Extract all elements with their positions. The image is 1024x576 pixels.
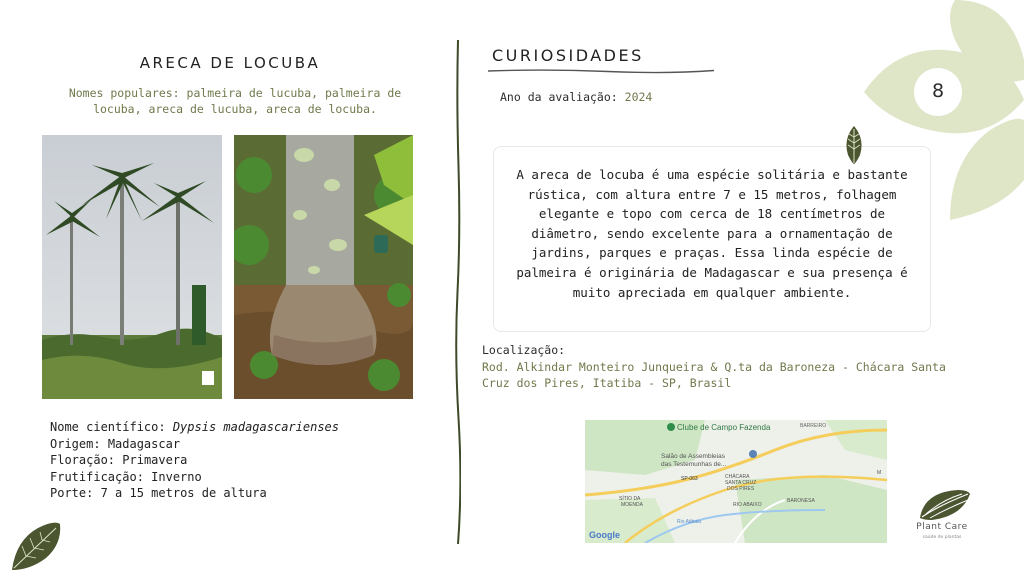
map-label-chacara-1: CHÁCARA [725,474,750,480]
trunk-base-photo [234,135,413,399]
map-label-hall-1: Salão de Assembleias [661,453,725,460]
fruiting-row [50,469,339,486]
plant-care-logo [902,486,982,546]
map-label-sitio-1: SÍTIO DA [619,496,641,502]
title-underline [488,67,714,75]
map-label-hall-2: das Testemunhas de... [661,461,727,468]
map-label-road: SP-063 [681,476,698,482]
year-label: Ano da avaliação: [500,90,618,104]
scientific-name-label: Nome científico: [50,420,166,434]
curiosities-title: CURIOSIDADES [492,46,644,65]
brand-name: Plant Care [916,522,968,532]
location-value: Rod. Alkindar Monteiro Junqueira & Q.ta da Baroneza - Chácara Santa Cruz dos Pires, Itatiba - SP, Brasil [482,360,946,390]
popular-names-label: Nomes populares: [68,86,180,100]
fruiting-label: Frutificação: [50,469,144,484]
map-label-edge: M [877,470,882,476]
page-number: 8 [931,80,945,102]
origin-label: Origem: [50,436,101,451]
hall-map-pin-icon[interactable] [749,450,757,458]
club-map-pin-icon[interactable] [667,423,675,431]
map-label-river: Rio Atibaia [677,519,701,525]
map-label-chacara-2: SANTA CRUZ [725,480,757,486]
popular-names [50,85,420,117]
origin-value: Madagascar [107,436,181,451]
scientific-name-value: Dypsis madagascarienses [172,420,339,434]
leaf-icon [842,125,866,165]
map-label-club: Clube de Campo Fazenda [677,423,771,432]
plant-facts [50,419,339,502]
flowering-row [50,452,339,469]
plant-title: ARECA DE LOCUBA [139,54,321,72]
decorative-leaf-icon [8,520,64,572]
map-label-chacara-3: DOS PIRES [727,486,755,492]
scientific-name-row [50,419,339,436]
size-row [50,485,339,502]
brand-tagline: saúde de plantas [922,535,962,540]
fruiting-value: Inverno [151,469,202,484]
flowering-label: Floração: [50,453,116,467]
map-label-sitio-2: MOENDA [621,502,643,508]
plant-care-logo-icon [902,486,982,522]
column-divider [455,40,461,544]
palm-trees-photo [42,135,222,399]
origin-row [50,436,339,453]
popular-names-value: palmeira de lucuba, palmeira de locuba, areca de lucuba, areca de locuba. [93,86,402,116]
location-label: Localização: [482,343,566,357]
year-value: 2024 [624,90,653,104]
google-logo: Google [589,530,620,540]
map-label-barreiro: BARREIRO [800,423,827,429]
size-label: Porte: [50,486,94,500]
curiosities-card: A areca de locuba é uma espécie solitária e bastante rústica, com altura entre 7 e 15 metros, folhagem elegante e topo com cerca de 18 centímetros de diâmetro, sendo excelente para a ornamentação de jardins, parques e praças. Essa linda espécie de palmeira é originária de Madagascar e sua presença é muito apreciada em qualquer ambiente. [493,146,931,332]
location-map[interactable] [585,420,887,543]
page-number-decoration [860,0,1024,230]
flowering-value: Primavera [122,453,188,467]
map-label-rio: RIO ABAIXO [733,502,762,508]
evaluation-year [500,90,652,104]
size-value: 7 a 15 metros de altura [100,486,267,500]
map-label-baronesa: BARONESA [787,498,815,504]
